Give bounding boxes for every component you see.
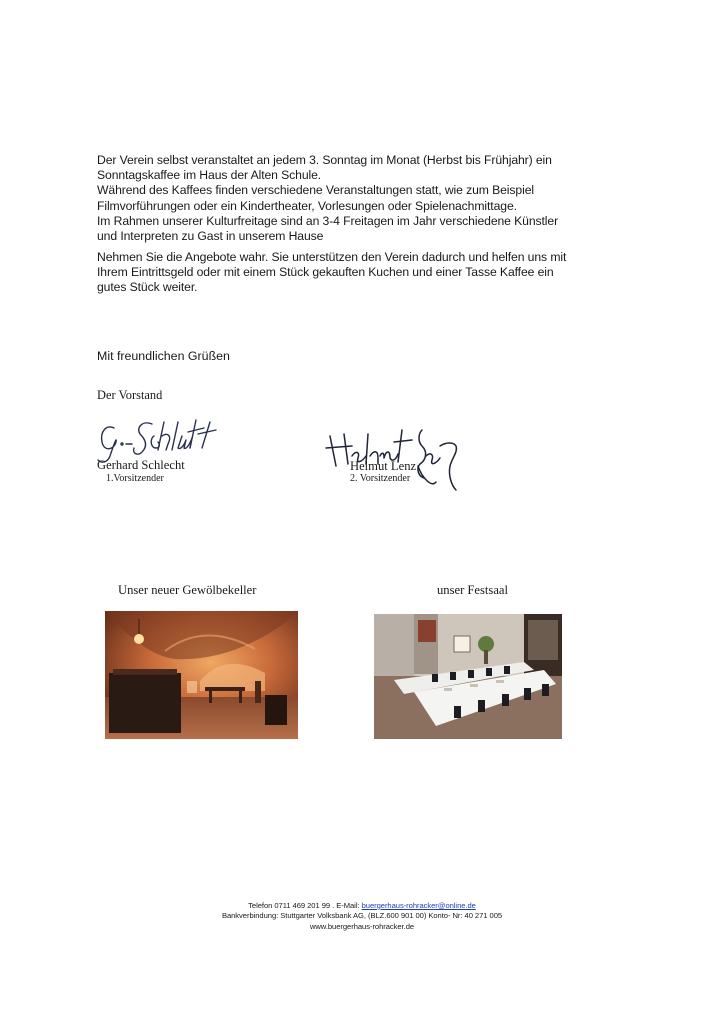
signer-name: Gerhard Schlecht xyxy=(97,458,185,472)
footer-website[interactable]: www.buergerhaus-rohracker.de xyxy=(309,921,415,931)
text-line: Während des Kaffees finden verschiedene Veranstaltungen statt, wie zum Beispiel xyxy=(97,183,534,198)
hall-illustration xyxy=(374,614,562,739)
board-label: Der Vorstand xyxy=(97,388,163,402)
text-line: gutes Stück weiter. xyxy=(97,280,198,295)
footer-contact-line xyxy=(0,901,724,911)
photo-caption-hall: unser Festsaal xyxy=(437,583,508,597)
text-line: Im Rahmen unserer Kulturfreitage sind an 3-4 Freitagen im Jahr verschiedene Künstler xyxy=(97,213,559,228)
text-line: Sonntagskaffee im Haus der Alten Schule. xyxy=(97,168,322,183)
text-line: und Interpreten zu Gast in unserem Hause xyxy=(97,229,324,244)
signer-role: 1.Vorsitzender xyxy=(106,473,164,484)
photo-vaulted-cellar xyxy=(105,611,298,739)
closing-greeting: Mit freundlichen Grüßen xyxy=(97,349,230,363)
signer-name: Helmut Lenz xyxy=(350,459,417,473)
photo-festsaal xyxy=(374,614,562,739)
text-line: Filmvorführungen oder ein Kindertheater, Vorlesungen oder Spielenachmittage. xyxy=(97,198,517,213)
text-line: Der Verein selbst veranstaltet an jedem 3. Sonntag im Monat (Herbst bis Frühjahr) ein xyxy=(97,153,552,167)
text-line: Ihrem Eintrittsgeld oder mit einem Stück gekauften Kuchen und einer Tasse Kaffee ein xyxy=(97,265,554,280)
footer-bank-line: Bankverbindung: Stuttgarter Volksbank AG, (BLZ.600 901 00) Konto- Nr: 40 271 005 xyxy=(221,911,503,921)
footer-email-link[interactable]: buergerhaus-rohracker@online.de xyxy=(361,901,476,910)
paragraph-support xyxy=(97,250,597,296)
cellar-illustration xyxy=(105,611,298,739)
signer-role: 2. Vorsitzender xyxy=(350,473,411,484)
photo-caption-cellar: Unser neuer Gewölbekeller xyxy=(118,583,257,597)
text-line: Nehmen Sie die Angebote wahr. Sie unterstützen den Verein dadurch und helfen uns mit xyxy=(97,250,567,264)
letter-footer xyxy=(0,901,724,932)
paragraph-sunday-coffee xyxy=(97,153,597,244)
footer-phone: Telefon 0711 469 201 99 . E-Mail: xyxy=(248,901,362,910)
